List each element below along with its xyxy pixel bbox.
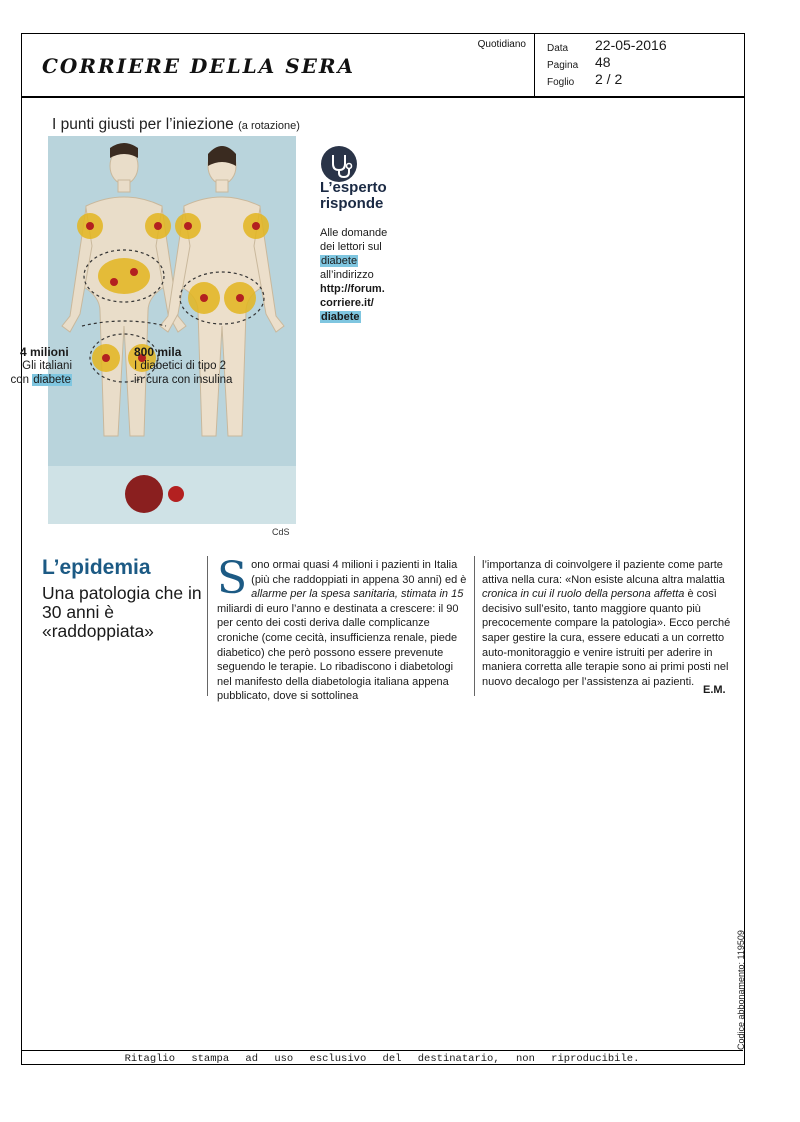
- pagina-value: 48: [595, 54, 611, 70]
- infographic: [48, 136, 296, 524]
- header-box: [21, 33, 745, 97]
- subscription-code: Codice abbonamento: 119509: [736, 930, 746, 1050]
- stat-insulin-label: I diabetici di tipo 2 in cura con insulina: [134, 360, 233, 386]
- data-label: Data: [547, 43, 569, 54]
- data-value: 22-05-2016: [595, 37, 667, 53]
- back-figure: [160, 148, 284, 436]
- article-kicker: L’epidemia: [42, 556, 151, 579]
- forum-link-3[interactable]: diabete: [321, 311, 360, 323]
- article-column-1: Sono ormai quasi 4 milioni i pazienti in Italia (più che raddoppiati in appena 30 anni) ed è allarme per la spesa sanitaria, stimata in 15 miliardi di euro l’anno e destinata a crescere: il 90 per cento dei costi deriva dalle complicanze croniche (come cecità, insufficienza renale, piede diabetico) che però possono essere prevenute seguendo le terapie. Lo ribadiscono i diabetologi nel manifesto della diabetologia italiana appena pubblicato, dove si sottolinea: [217, 553, 467, 703]
- foglio-label: Foglio: [547, 77, 575, 88]
- article-byline: E.M.: [703, 684, 726, 696]
- esperto-body: Alle domande dei lettori sul diabete all’indirizzo http://forum. corriere.it/ diabete: [320, 227, 388, 323]
- foglio-value: 2 / 2: [595, 71, 623, 87]
- masthead: CORRIERE DELLA SERA: [42, 54, 356, 78]
- body-illustration: [48, 136, 296, 466]
- esperto-title: L’esperto risponde: [320, 179, 387, 212]
- masthead-cell: [22, 34, 535, 96]
- column-rule: [207, 556, 208, 696]
- stethoscope-icon: [321, 146, 357, 182]
- article-column-2: l’importanza di coinvolgere il paziente come parte attiva nella cura: «Non esiste alcuna altra malattia cronica in cui il ruolo della persona affetta è così decisivo sull’esito, tanto maggiore quanto più precocemente compare la patologia». Ecco perché saper gestire la cura, essere educati a un corretto auto-monitoraggio e venire istruiti per aderire in maniera corretta alle terapie sono ai primi posti nel nuovo decalogo per l’assistenza ai pazienti.: [482, 559, 731, 688]
- infographic-title: I punti giusti per l’iniezione (a rotazione): [52, 116, 300, 133]
- publication-type: Quotidiano: [477, 39, 526, 50]
- pagina-label: Pagina: [547, 60, 579, 71]
- forum-link[interactable]: http://forum.: [320, 283, 385, 295]
- dropcap: S: [217, 553, 248, 604]
- column-rule-2: [474, 556, 475, 696]
- infographic-title-note: (a rotazione): [238, 120, 300, 132]
- infographic-credit: CdS: [272, 527, 290, 537]
- footer-notice: Ritaglio stampa ad uso esclusivo del destinatario, non riproducibile.: [21, 1050, 743, 1065]
- stat-insulin-number: 800 mila: [134, 345, 182, 359]
- stats-bar: [48, 466, 296, 524]
- stat-italians-number: 4 milioni: [20, 345, 69, 359]
- forum-link-2[interactable]: corriere.it/: [320, 297, 374, 309]
- highlight-diabete: diabete: [33, 374, 71, 386]
- article-headline: Una patologia che in 30 anni è «raddoppiata»: [42, 583, 202, 641]
- stats-circles: [48, 466, 296, 524]
- stat-italians-label: Gli italiani con diabete: [10, 360, 72, 386]
